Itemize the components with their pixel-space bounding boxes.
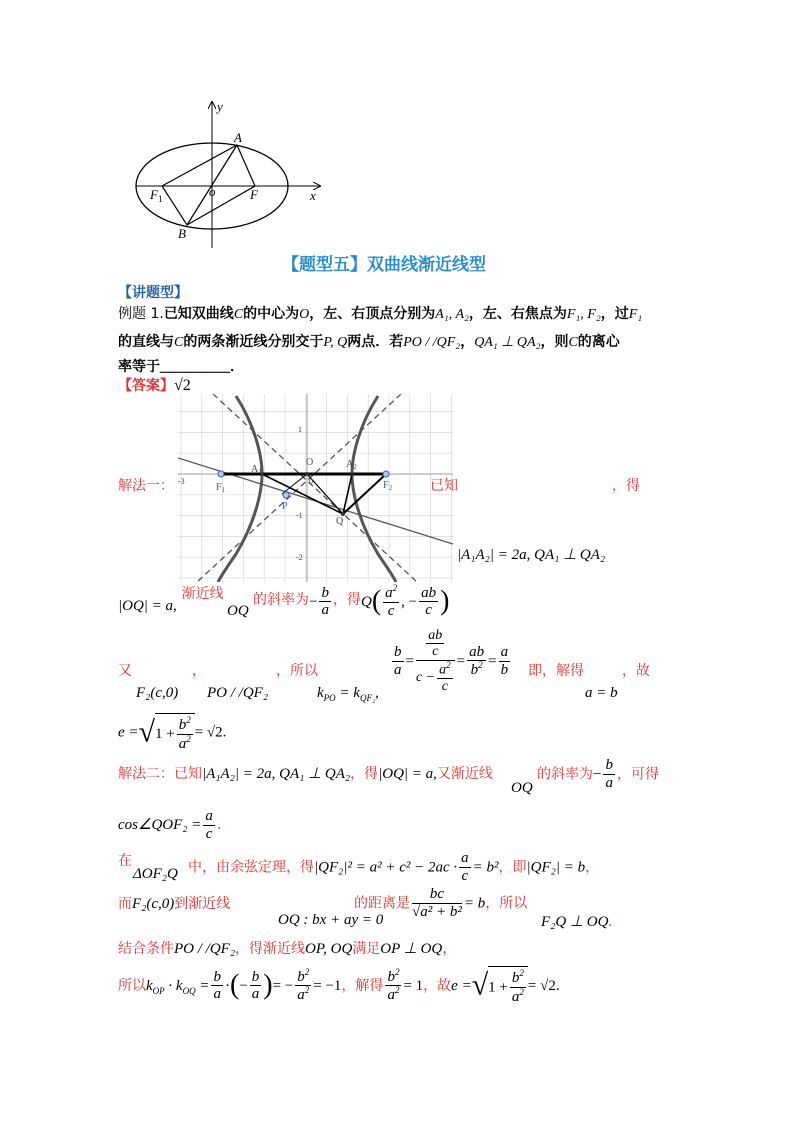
sol2-line-eq: OQ : bx + ay = 0 <box>278 912 384 928</box>
label-O: O <box>306 457 314 468</box>
hyperbola-figure <box>178 394 453 582</box>
sol2-triangle: ΔOF₂Q <box>133 866 178 882</box>
ellipse-figure <box>130 98 330 248</box>
tick-y-neg2: -2 <box>296 553 303 562</box>
sol1-line3: 又 ， ，所以 <box>118 663 318 679</box>
sol2-OQ: OQ <box>511 780 533 796</box>
sol1-tag: 解法一： <box>118 478 174 494</box>
sol1-F2c0: F₂(c,0) <box>136 685 179 701</box>
sol1-POQF2: PO / /QF₂ <box>207 685 269 701</box>
sol2-final: 所以$k_{OP} \cdot k_{OQ}$ = $\frac{b}{a}$ ·(− $\frac{b}{a}$ )= − $\frac{b^2}{a^2}$ = −1，解得 $\frac{b^2}{a^2}$ = 1，故e =√1 + $\frac{b^2}{a^2}$ = √2. <box>118 966 560 1005</box>
sol1-gu: ，故 <box>622 663 650 679</box>
sol1-OQ: OQ <box>227 603 249 619</box>
sol2-condition: 结合条件PO / /QF₂，得渐近线OP, OQ满足OP ⊥ OQ， <box>118 941 457 957</box>
sol2-cosine-law: 在 <box>118 853 132 869</box>
label-P: P <box>282 501 288 512</box>
sol2-slope: 的斜率为− $\frac{b}{a}$ ，可得 <box>537 757 659 791</box>
point-F1 <box>218 471 224 477</box>
sol1-ab-eq: a = b <box>585 685 618 701</box>
label-A2: $A_2$ <box>346 459 357 471</box>
segment-A1Q <box>262 474 343 514</box>
section-title: 【题型五】双曲线渐近线型 <box>282 255 486 275</box>
label-A: A <box>234 130 242 145</box>
tick-x-neg3: -3 <box>178 477 185 486</box>
example-line-3: 率等于＿＿＿＿＿． <box>118 359 244 375</box>
point-A2 <box>351 473 354 476</box>
sol1-cond: |A₁A₂| = 2a, QA₁ ⊥ QA₂ <box>457 547 606 563</box>
sol1-known: 已知 <box>430 478 458 494</box>
segment-QF2 <box>343 474 386 514</box>
sol2-perp: F₂Q ⊥ OQ. <box>541 914 613 930</box>
sol1-ji: 即，解得 <box>528 663 584 679</box>
sol1-kk: $k_{PO} = k_{QF_2}$, <box>317 685 379 703</box>
tick-y-neg1: -1 <box>296 511 303 520</box>
label-A1: $A_1$ <box>251 464 262 476</box>
example-line-1: 例题 1.已知双曲线C的中心为O，左、右顶点分别为A₁, A₂，左、右焦点为F₁, F₂，过F₁ <box>118 306 643 322</box>
example-line-2: 的直线与C的两条渐近线分别交于P, Q两点．若PO / /QF₂，QA₁ ⊥ QA₂，则C的离心 <box>118 334 620 350</box>
point-O <box>305 472 309 476</box>
sol1-de: ，得 <box>612 478 640 494</box>
sol1-e-result: e =√1 + $\frac{b^2}{a^2}$ = √2. <box>118 715 227 752</box>
point-P <box>283 492 289 498</box>
sol1-fraction-chain: $\frac{b}{a}$ = $\frac{ab}{c}$ c − $\frac{a^2}{c}$ = $\frac{ab}{b^2}$ = $\frac{a}{b}$ <box>394 628 509 694</box>
label-B: B <box>178 226 186 241</box>
sol2-law-text: 中，由余弦定理，得|QF₂|² = a² + c² − 2ac · $\frac{a}{c}$ = b²，即|QF₂| = b， <box>188 850 600 884</box>
sol1-line2: |OQ| = a, 渐近线 <box>118 586 224 614</box>
label-F: F <box>250 187 258 202</box>
label-o: o <box>209 184 216 199</box>
answer: 【答案】√2 <box>118 377 191 394</box>
label-y: y <box>217 99 223 114</box>
label-F2: $F_2$ <box>383 480 393 492</box>
sol1-slope: 的斜率为− $\frac{b}{a}$ ，得Q( $\frac{a^2}{c}$ , − $\frac{ab}{c}$ ) <box>253 583 450 619</box>
tick-y-1: 1 <box>298 425 302 434</box>
label-F1: $F_1$ <box>150 187 163 204</box>
sol2-distance: 而F₂(c,0)到渐近线 <box>118 896 231 912</box>
label-x: x <box>310 188 316 203</box>
sol2-line1: 解法二：已知|A₁A₂| = 2a, QA₁ ⊥ QA₂，得|OQ| = a,又渐近线 <box>118 766 493 782</box>
sol2-dist-expr: 的距离是 $\frac{bc}{\text{√a² + b²}}$ = b，所以 <box>354 886 528 920</box>
label-F1: $F_1$ <box>216 482 226 494</box>
point-F2 <box>383 471 389 477</box>
lecture-tag: 【讲题型】 <box>118 285 188 301</box>
label-Q: Q <box>336 516 344 527</box>
sol2-cos: cos∠QOF₂ = $\frac{a}{c}$ . <box>118 808 222 842</box>
tick-origin: 0 <box>309 477 313 486</box>
